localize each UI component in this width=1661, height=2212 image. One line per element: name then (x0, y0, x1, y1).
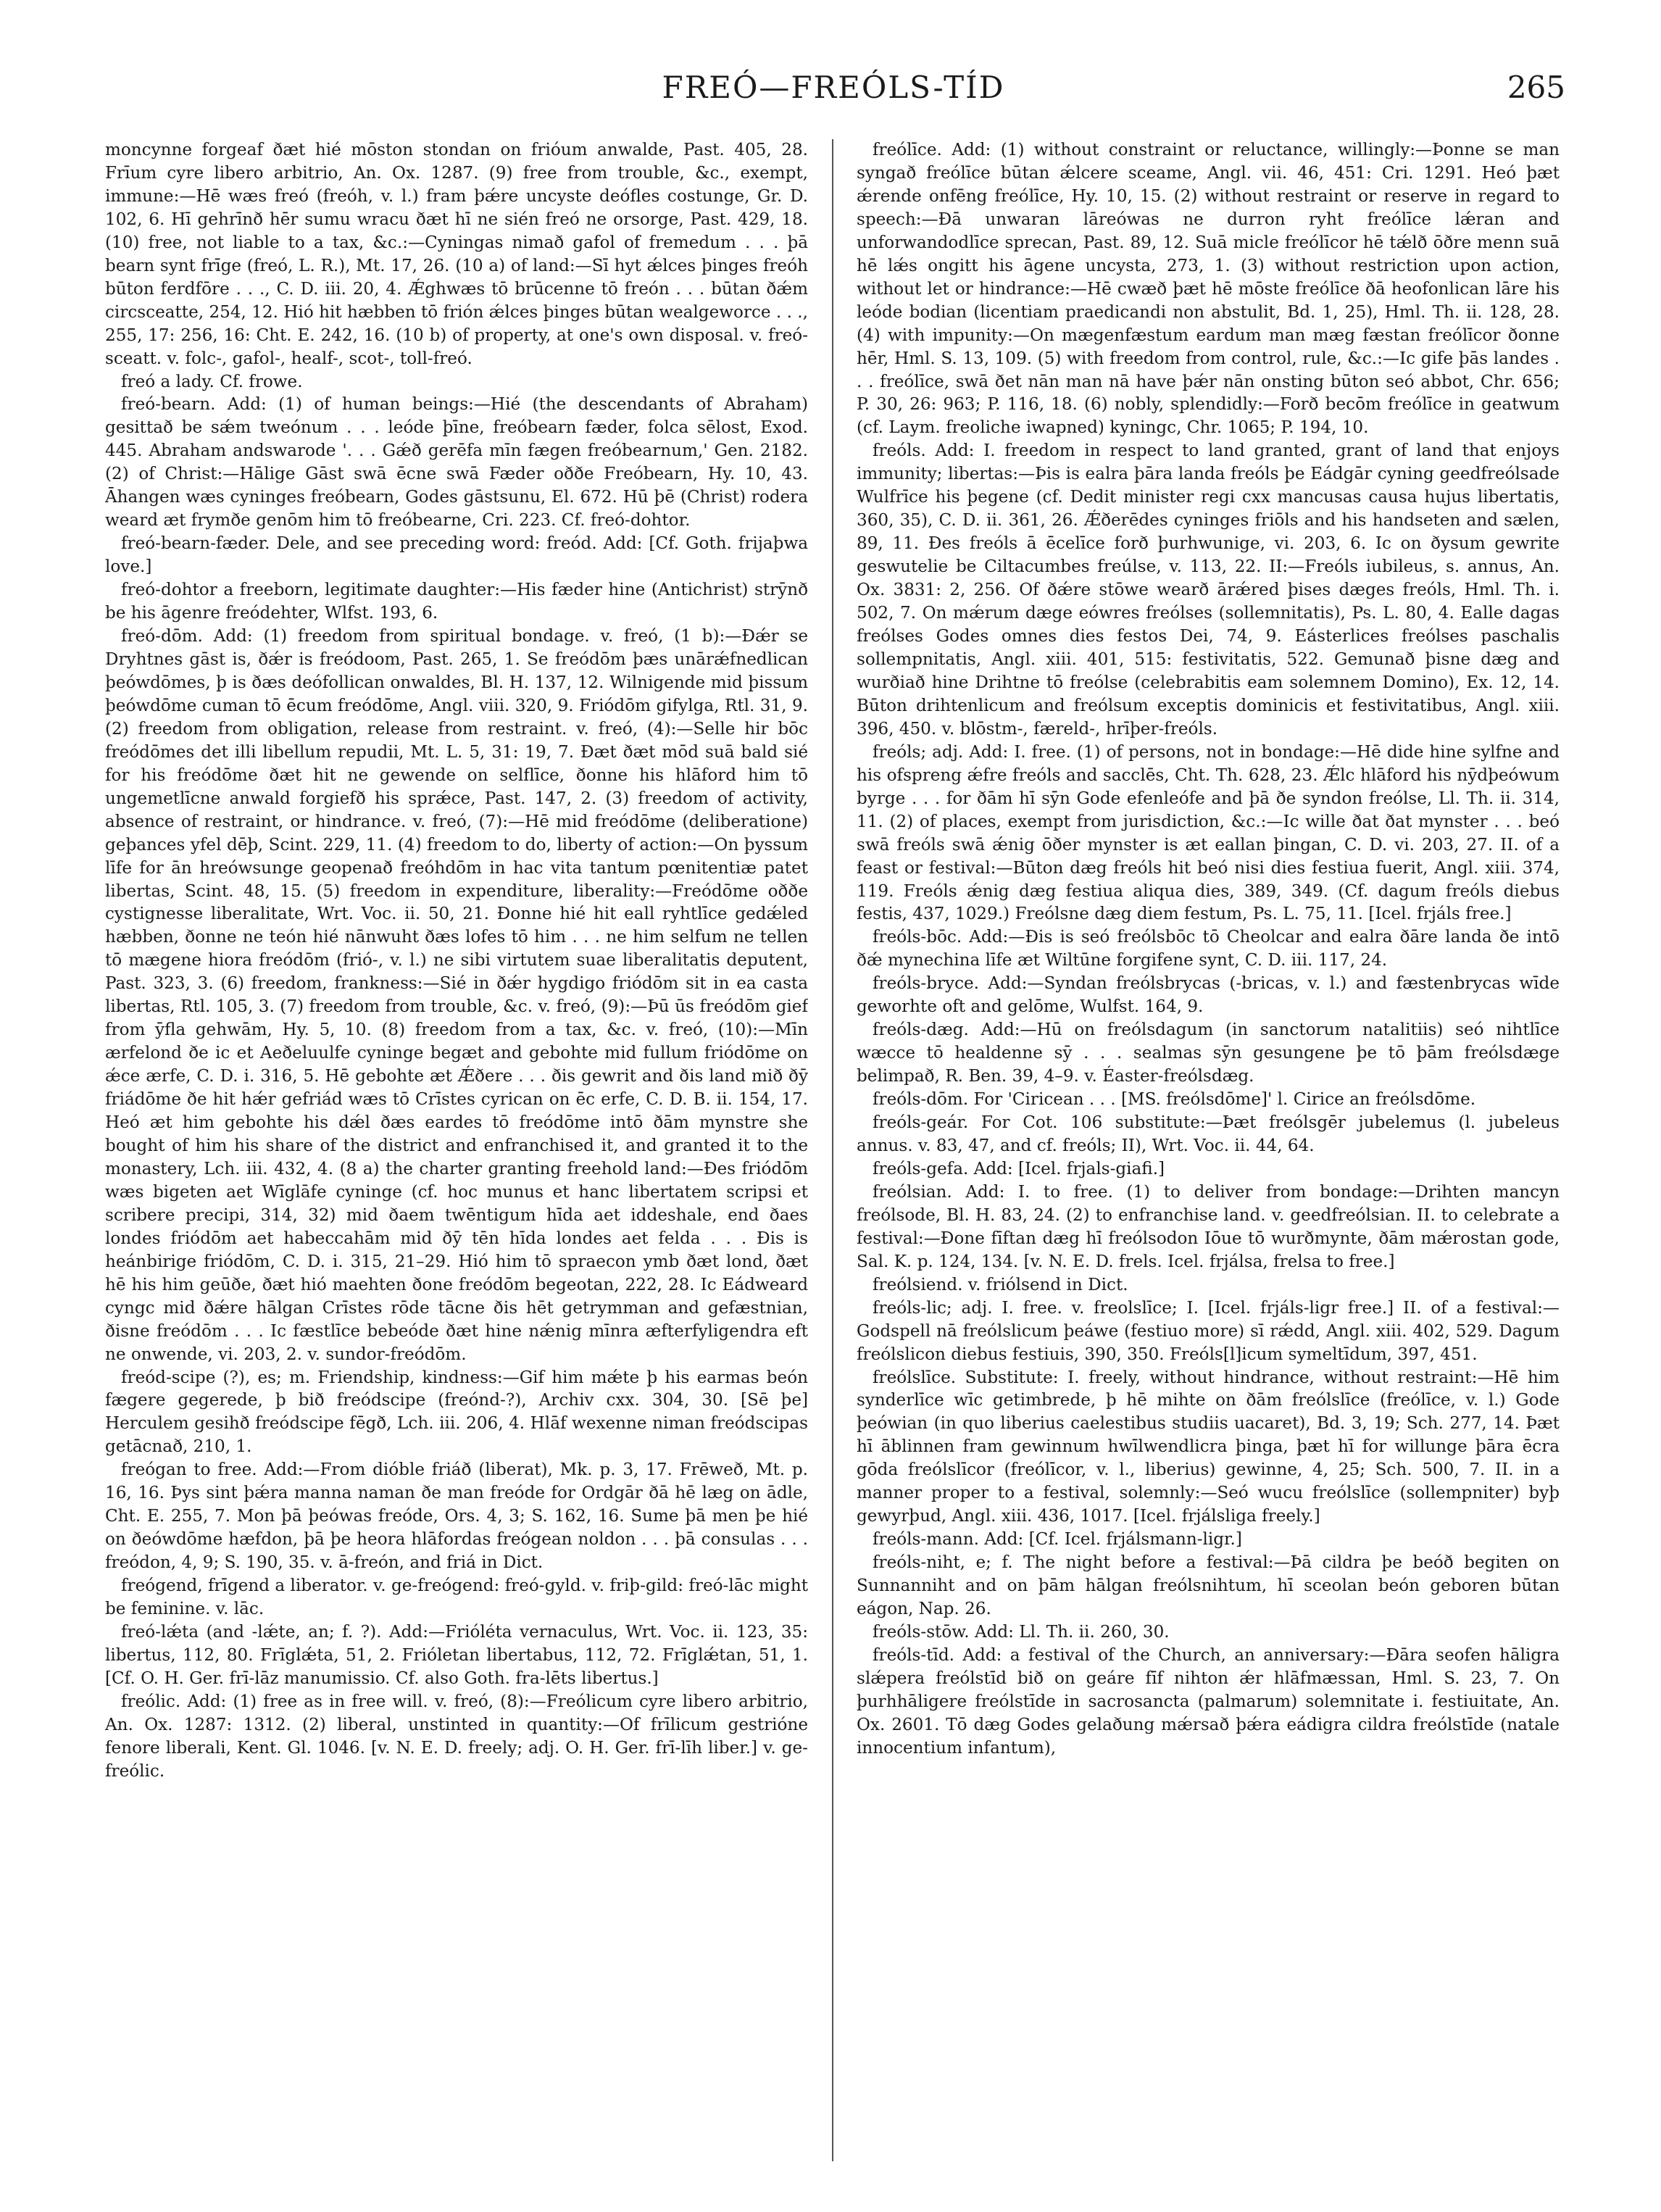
dictionary-entry: freóls. Add: I. freedom in respect to land granted, grant of land that enjoys immunity; libertas:—Þis is ealra þāra landa freóls þe Eádgār cyning geedfreólsade Wulfrīce his þegene (cf. Dedit minister regi cxx mancusas causa hujus libertatis, 360, 35), C. D. ii. 361, 26. Ǽðerēdes cyninges friōls and his handseten and sælen, 89, 11. Ðes freóls ā ēcelīce forð þurhwunige, vi. 203, 6. Ic on ðysum gewrite geswutelie be Ciltacumbes freúlse, v. 113, 22. II:—Freóls iubileus, s. annus, An. Ox. 3831: 2, 256. Of ðǽre stōwe wearð ārǽred þises dæges freóls, Hml. Th. i. 502, 7. On mǽrum dæge eówres freólses (sollemnitatis), Ps. L. 80, 4. Ealle dagas freólses Godes omnes dies festos Dei, 74, 9. Eásterlices freólses paschalis sollempnitatis, Angl. xiii. 401, 515: festivitatis, 522. Gemunað þisne dæg and wurðiað hine Drihtne tō freólse (celebrabitis eam solemnem Domino), Ex. 12, 14. Būton drihtenlicum and freólsum exceptis dominicis et festivitatibus, Angl. xiii. 396, 450. v. blōstm-, færeld-, hrīþer-freóls. (857, 441, 1560, 739)
right-column (857, 139, 1560, 2169)
dictionary-entry: freóls-lic; adj. I. free. v. freolslīce; I. [Icel. frjáls-ligr free.] II. of a festival:—Godspell nā freólslicum þeáwe (festiuo more) sī rǽdd, Angl. xiii. 402, 529. Dagum freólslicon diebus festiuis, 390, 350. Freóls[l]icum symeltīdum, 397, 451. (857, 1298, 1560, 1364)
dictionary-entry: freóls-tīd. Add: a festival of the Church, an anniversary:—Ðāra seofen hāligra slǽpera freólstīd bið on geáre fīf nihton ǽr hlāfmæssan, Hml. S. 23, 7. On þurhhāligere freólstīde in sacrosancta (palmarum) solemnitate i. festiuitate, An. Ox. 2601. Tō dæg Godes gelaðung mǽrsað þǽra eádigra cildra freólstīde (natale innocentium infantum), (857, 1645, 1560, 1758)
dictionary-entry: freógend, frīgend a liberator. v. ge-freógend: freó-gyld. v. friþ-gild: freó-lāc might be feminine. v. lāc. (105, 1576, 808, 1619)
dictionary-entry: freóls-dæg. Add:—Hū on freólsdagum (in sanctorum natalitiis) seó nihtlīce wæcce tō healdenne sȳ . . . sealmas sȳn gesungene þe tō þām freólsdæge belimpað, R. Ben. 39, 4–9. v. Éaster-freólsdæg. (857, 1020, 1560, 1086)
dictionary-entry: freóls-bōc. Add:—Ðis is seó freólsbōc tō Cheolcar and ealra ðāre landa ðe intō ðǽ mynechina līfe æt Wiltūne forgifene synt, C. D. iii. 117, 24. (857, 928, 1560, 970)
dictionary-entry: freóls-bryce. Add:—Syndan freólsbrycas (-bricas, v. l.) and fæstenbrycas wīde geworhte oft and gelōme, Wulfst. 164, 9. (857, 974, 1560, 1017)
dictionary-entry: freóls-stōw. Add: Ll. Th. ii. 260, 30. (873, 1623, 1170, 1642)
dictionary-entry: freólsiend. v. friólsend in Dict. (873, 1275, 1128, 1294)
dictionary-entry: freó-dōm. Add: (1) freedom from spiritual bondage. v. freó, (1 b):—Ðǽr se Dryhtnes gāst is, ðǽr is freódoom, Past. 265, 1. Se freódōm þæs unārǽfnedlican þeówdōmes, þ is ðæs deófollican onwaldes, Bl. H. 137, 12. Wilnigende mid þissum þeówdōme cuman tō ēcum freódōme, Angl. viii. 320, 9. Friódōm gifylga, Rtl. 31, 9. (2) freedom from obligation, release from restraint. v. freó, (4):—Selle hir bōc freódōmes det illi libellum repudii, Mt. L. 5, 31: 19, 7. Ðæt ðæt mōd suā bald sié for his freódōme ðæt hit ne gewende on selflīce, ðonne his hlāford him tō ungemetlīcne anwald forgiefð his sprǽce, Past. 147, 2. (3) freedom of activity, absence of restraint, or hindrance. v. freó, (7):—Hē mid freódōme (deliberatione) geþances yfel dēþ, Scint. 229, 11. (4) freedom to do, liberty of action:—On þyssum līfe for ān hreówsunge geopenað freóhdōm in hac vita tantum pœnitentiæ patet libertas, Scint. 48, 15. (5) freedom in expenditure, liberality:—Freódōme oððe cystignesse liberalitate, Wrt. Voc. ii. 50, 21. Ðonne hié hit eall ryhtlīce gedǽled hæbben, ðonne ne teón hié nānwuht ðæs lofes tō him . . . ne him selfum ne tellen tō mægene hiora freódōm (frió-, v. l.) ne sibi virtutem suae liberalitatis deputent, Past. 323, 3. (6) freedom, frankness:—Sié in ðǽr hygdigo friódōm sit in ea casta libertas, Rtl. 105, 3. (7) freedom from trouble, &c. v. freó, (9):—Þū ūs freódōm gief from ȳfla gehwām, Hy. 5, 10. (8) freedom from a tax, &c. v. freó, (10):—Mīn ærfelond ðe ic et Aeðeluulfe cyninge begæt and gebohte mid fullum friódōme on ǽce ærfe, C. D. i. 316, 5. Hē gebohte æt Ǽðere . . . ðis gewrit and ðis land mið ðȳ friádōme ðe hit hǽr gefriád wæs tō Crīstes cyrican on ēc erfe, C. D. B. ii. 154, 17. Heó æt him gebohte his dǽl ðæs eardes tō freódōme intō ðām mynstre she bought of him his share of the district and enfranchised it, and granted it to the monastery, Lch. iii. 432, 4. (8 a) the charter granting freehold land:—Ðes friódōm wæs bigeten aet Wīglāfe cyninge (cf. hoc munus et hanc libertatem scripsi et scribere precipi, 314, 32) mid ðaem twēntigum hīda aet iddeshale, end ðaes londes friódōm aet habeccahām mid ðȳ tēn hīda londes aet felda . . . Ðis is heánbirige friódōm, C. D. i. 315, 21–29. Hió him tō spraecon ymb ðæt lond, ðæt hē his him geūðe, ðæt hió maehten ðone freódōm begeotan, 222, 28. Ic Eádweard cyngc mid ðǽre hālgan Crīstes rōde tācne ðis hēt getrymman and gefæstnian, ðisne freódōm . . . Ic fæstlīce bebeóde ðæt hine nǽnig mīnra æfterfyligendra eft ne onwende, vi. 203, 2. v. sundor-freódōm. (105, 627, 808, 1364)
dictionary-entry: freóls-niht, e; f. The night before a festival:—Þā cildra þe beóð begiten on Sunnanniht and on þām hālgan freólsnihtum, hī sceolan beón geboren būtan eágon, Nap. 26. (857, 1553, 1560, 1619)
dictionary-entry: freólic. Add: (1) free as in free will. v. freó, (8):—Freólicum cyre libero arbitrio, An. Ox. 1287: 1312. (2) liberal, unstinted in quantity:—Of frīlicum gestrióne fenore liberali, Kent. Gl. 1046. [v. N. E. D. freely; adj. O. H. Ger. frī-līh liber.] v. ge-freólic. (105, 1692, 808, 1781)
dictionary-entry: freógan to free. Add:—From dióble friáð (liberat), Mk. p. 3, 17. Frēweð, Mt. p. 16, 16. Þys sint þǽra manna naman ðe man freóde for Ordgār ðā hē læg on ādle, Cht. E. 255, 7. Mon þā þeówas freóde, Ors. 4, 3; S. 162, 16. Sume þā men þe hié on ðeówdōme hæfdon, þā þe heora hlāfordas freógean noldon . . . þā consulas . . . freódon, 4, 9; S. 190, 35. v. ā-freón, and friá in Dict. (105, 1460, 808, 1573)
dictionary-entry: freó-dohtor a freeborn, legitimate daughter:—His fæder hine (Antichrist) strȳnð be his āgenre freódehter, Wlfst. 193, 6. (105, 581, 808, 623)
dictionary-entry: freólsian. Add: I. to free. (1) to deliver from bondage:—Drihten mancyn freólsode, Bl. H. 83, 24. (2) to enfranchise land. v. geedfreólsian. II. to celebrate a festival:—Ðone fīftan dæg hī freólsodon Iōue tō wurðmynte, ðām mǽrostan gode, Sal. K. p. 124, 134. [v. N. E. D. frels. Icel. frjálsa, frelsa to free.] (857, 1182, 1560, 1271)
dictionary-entry: freó a lady. Cf. frowe. (121, 372, 303, 391)
dictionary-entry: freód-scipe (?), es; m. Friendship, kindness:—Gif him mǽte þ his earmas beón fægere gegerede, þ bið freódscipe (freónd-?), Archiv cxx. 304, 30. [Sē þe] Herculem gesihð freódscipe fēgð, Lch. iii. 206, 4. Hlāf wexenne niman freódscipas getācnað, 210, 1. (105, 1368, 808, 1457)
dictionary-entry: freó-lǽta (and -lǽte, an; f. ?). Add:—Frióléta vernaculus, Wrt. Voc. ii. 123, 35: libertus, 112, 80. Frīglǽta, 51, 2. Frióletan libertabus, 112, 72. Frīglǽtan, 51, 1. [Cf. O. H. Ger. frī-lāz manumissio. Cf. also Goth. fra-lēts libertus.] (105, 1623, 808, 1688)
left-column (105, 139, 808, 2169)
dictionary-entry: freóls; adj. Add: I. free. (1) of persons, not in bondage:—Hē dide hine sylfne and his ofspreng ǽfre freóls and sacclēs, Cht. Th. 628, 23. Ǽlc hlāford his nȳdþeówum byrge . . . for ðām hī sȳn Gode efenleófe and þā ðe syndon freólse, Ll. Th. ii. 314, 11. (2) of places, exempt from jurisdiction, &c.:—Ic wille ðat ðat mynster . . . beó swā freóls swā ǽnig ōðer mynster is æt eallan þingan, C. D. vi. 203, 27. II. of a feast or festival:—Būton dæg freóls hit beó nisi dies festiua fuerit, Angl. xiii. 374, 119. Freóls ǽnig dæg festiua aliqua dies, 389, 349. (Cf. dagum freóls diebus festis, 437, 1029.) Freólsne dæg diem festum, Ps. L. 75, 11. [Icel. frjáls free.] (857, 742, 1560, 924)
dictionary-entry: freólslīce. Substitute: I. freely, without hindrance, without restraint:—Hē him synderlīce wīc getimbrede, þ hē mihte on ðām freólslīce (freólīce, v. l.) Gode þeówian (in quo liberius caelestibus studiis uacaret), Bd. 3, 19; Sch. 277, 14. Þæt hī āblinnen fram gewinnum hwīlwendlicra þinga, þæt hī for willunge þāra ēcra gōda freólslīcor (freólīcor, v. l., liberius) gewinne, 4, 25; Sch. 500, 7. II. in a manner proper to a festival, solemnly:—Seó wucu freólslīce (sollempniter) byþ gewyrþud, Angl. xiii. 436, 1017. [Icel. frjálsliga freely.] (857, 1368, 1560, 1526)
dictionary-entry: freóls-dōm. For 'Ciricean . . . [MS. freólsdōme]' l. Cirice an freólsdōme. (873, 1090, 1476, 1110)
dictionary-entry: freóls-gefa. Add: [Icel. frjals-giafi.] (873, 1159, 1165, 1178)
dictionary-entry: freó-bearn-fæder. Dele, and see preceding word: freód. Add: [Cf. Goth. frijaþwa love.] (105, 534, 808, 577)
page-header (101, 70, 1565, 113)
dictionary-entry: moncynne forgeaf ðæt hié mōston stondan on frióum anwalde, Past. 405, 28. Frīum cyre libero arbitrio, An. Ox. 1287. (9) free from trouble, &c., exempt, immune:—Hē wæs freó (freóh, v. l.) fram þǽre uncyste deófles costunge, Gr. D. 102, 6. Hī gehrīnð hēr sumu wracu ðæt hī ne sién freó ne orsorge, Past. 429, 18. (10) free, not liable to a tax, &c.:—Cyningas nimað gafol of fremedum . . . þā bearn synt frīge (freó, L. R.), Mt. 17, 26. (10 a) of land:—Sī hyt ǽlces þinges freóh būton ferdfōre . . ., C. D. iii. 20, 4. Ǽghwæs tō brūcenne tō freón . . . būtan ðǽm circsceatte, 254, 12. Hió hit hæbben tō frión ǽlces þinges būtan wealgeworce . . ., 255, 17: 256, 16: Cht. E. 242, 16. (10 b) of property, at one's own disposal. v. freó-sceatt. v. folc-, gafol-, healf-, scot-, toll-freó. (105, 141, 808, 368)
dictionary-entry: freó-bearn. Add: (1) of human beings:—Hié (the descendants of Abraham) gesittað be sǽm tweónum . . . leóde þīne, freóbearn fæder, folca sēlost, Exod. 445. Abraham andswarode '. . . Gǽð gerēfa mīn fægen freóbearnum,' Gen. 2182. (2) of Christ:—Hālige Gāst swā ēcne swā Fæder oððe Freóbearn, Hy. 10, 43. Āhangen wæs cyninges freóbearn, Godes gāstsunu, El. 672. Hū þē (Christ) rodera weard æt frymðe genōm him tō freóbearne, Cri. 223. Cf. freó-dohtor. (105, 395, 808, 531)
dictionary-entry: freólīce. Add: (1) without constraint or reluctance, willingly:—Þonne se man syngað freólīce būtan ǽlcere sceame, Angl. vii. 46, 451: Cri. 1291. Heó þæt ǽrende onfēng freólīce, Hy. 10, 15. (2) without restraint or reserve in regard to speech:—Ðā unwaran lāreówas ne durron ryht freólīce lǽran and unforwandodlīce sprecan, Past. 89, 12. Suā micle freólīcor hē tǽlð ōðre menn suā hē lǽs ongitt his āgene uncysta, 273, 1. (3) without restriction upon action, without let or hindrance:—Hē cwæð þæt hē mōste freólīce ðā heofonlican lāre his leóde bodian (licentiam praedicandi non abstulit, Bd. 1, 25), Hml. Th. ii. 128, 28. (4) with impunity:—On mægenfæstum eardum man mæg fæstan freólīcor ðonne hēr, Hml. S. 13, 109. (5) with freedom from control, rule, &c.:—Ic gife þās landes . . . freólīce, swā ðet nān man nā have þǽr nān onsting būton seó abbot, Chr. 656; P. 30, 26: 963; P. 116, 18. (6) nobly, splendidly:—Forð becōm freólīce in geatwum (cf. Laym. freoliche iwapned) kyningc, Chr. 1065; P. 194, 10. (857, 141, 1560, 438)
running-head: FREÓ—FREÓLS-TÍD (662, 70, 1005, 105)
page-number: 265 (1507, 70, 1565, 105)
dictionary-entry: freóls-geár. For Cot. 106 substitute:—Þæt freólsgēr jubelemus (l. jubeleus annus. v. 83, 47, and cf. freóls; II), Wrt. Voc. ii. 44, 64. (857, 1113, 1560, 1155)
dictionary-entry: freóls-mann. Add: [Cf. Icel. frjálsmann-ligr.] (873, 1530, 1242, 1550)
column-divider (832, 139, 833, 2161)
